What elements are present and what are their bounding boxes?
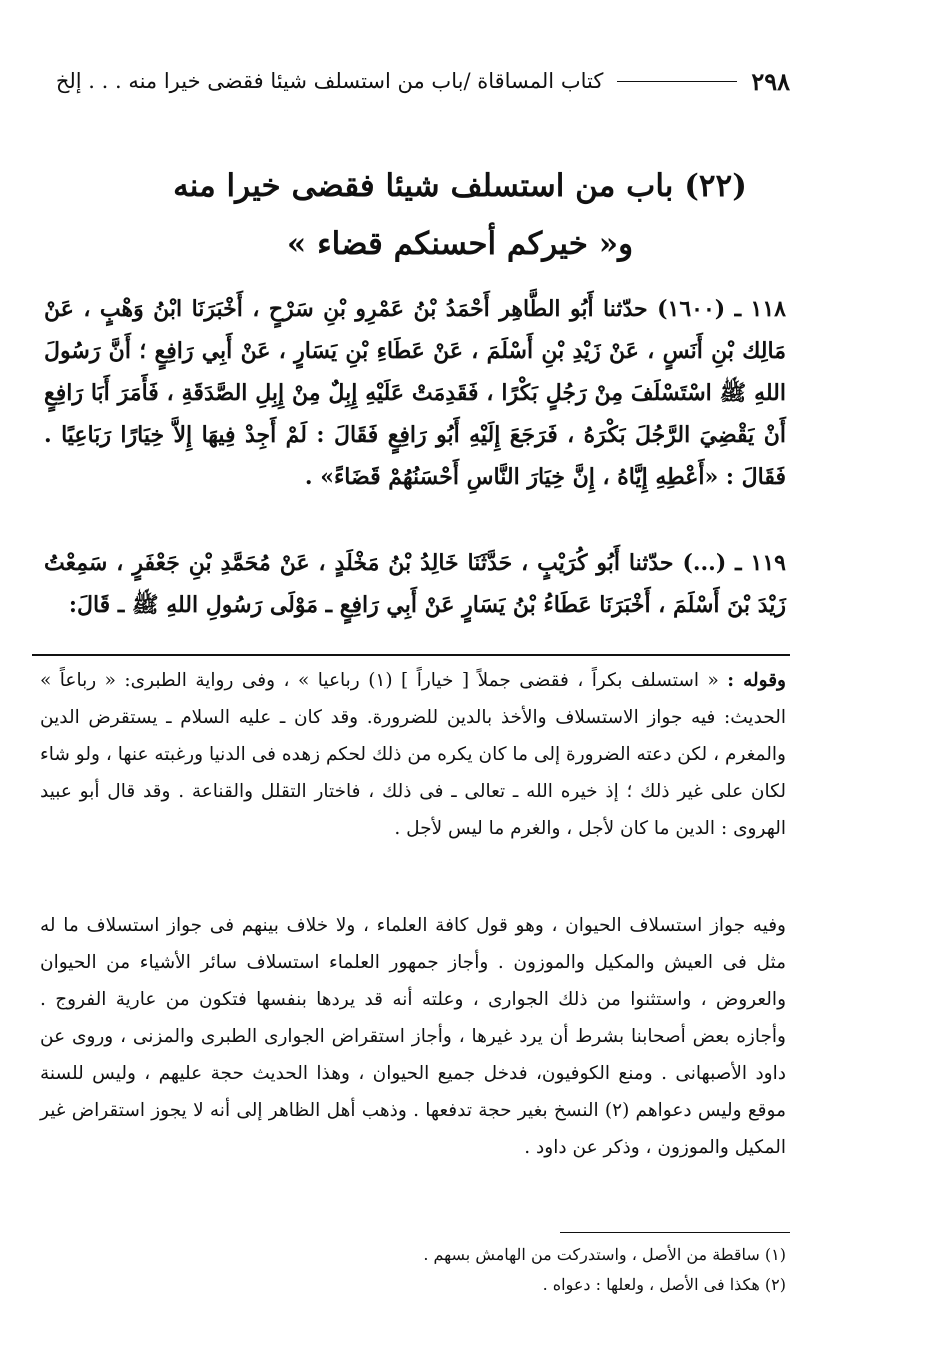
footnote-rule: [560, 1232, 790, 1233]
commentary-paragraph-1: [40, 662, 786, 847]
commentary-text-1: « استسلف بكراً ، فقضى جملاً [ خياراً ] (١) رباعيا » ، وفى رواية الطبرى: « رباعاً » الحديث: فيه جواز الاستسلاف والأخذ بالدين للضرورة. وقد كان ـ عليه السلام ـ يستقرض الدين والمغرم ، لكن دعته الضرورة إلى ما كان يكره من ذلك لحكم زهده فى الدنيا ورغبته عنها ، ولو شاء لكان على غير ذلك ؛ إذ خيره الله ـ تعالى ـ فى ذلك ، فاختار التقلل والقناعة . وقد قال أبو عبيد الهروى : الدين ما كان لأجل ، والغرم ما ليس لأجل .: [40, 670, 786, 839]
running-header: [28, 64, 790, 98]
chapter-subtitle: و« خيركم أحسنكم قضاء »: [286, 226, 634, 262]
chapter-title: (٢٢) باب من استسلف شيئا فقضى خيرا منه: [173, 168, 747, 204]
footnote-1: (١) ساقطة من الأصل ، واستدركت من الهامش بسهم .: [423, 1245, 786, 1264]
hadith-118: ١١٨ ـ (١٦٠٠) حدّثنا أَبُو الطَّاهِر أَحْمَدُ بْنُ عَمْرِو بْنِ سَرْحٍ ، أَخْبَرَنَا ابْنُ وَهْبٍ ، عَنْ مَالِك بْنِ أَنَسٍ ، عَنْ زَيْدِ بْنِ أَسْلَمَ ، عَنْ عَطَاءِ بْنِ يَسَارٍ ، عَنْ أَبِي رَافِعٍ ؛ أَنَّ رَسُولَ اللهِ ﷺ اسْتَسْلَفَ مِنْ رَجُلٍ بَكْرًا ، فَقَدِمَتْ عَلَيْهِ إِبِلٌ مِنْ إِبِلِ الصَّدَقَةِ ، فَأَمَرَ أَبَا رَافِعٍ أَنْ يَقْضِيَ الرَّجُلَ بَكْرَهُ ، فَرَجَعَ إِلَيْهِ أَبُو رَافِعٍ فَقَالَ : لَمْ أَجِدْ فِيهَا إِلاَّ خِيَارًا رَبَاعِيًا . فَقَالَ : «أَعْطِهِ إِيَّاهُ ، إِنَّ خِيَارَ النَّاسِ أَحْسَنُهُمْ قَضَاءً» .: [44, 296, 786, 490]
footnote-2: (٢) هكذا فى الأصل ، ولعلها : دعواه .: [542, 1275, 786, 1294]
header-rule: [617, 81, 737, 82]
commentary-paragraph-2: وفيه جواز استسلاف الحيوان ، وهو قول كافة العلماء ، ولا خلاف بينهم فى جواز استسلاف ما له مثل فى العيش والمكيل والموزون . وأجاز جمهور العلماء استسلاف سائر الأشياء من الحيوان والعروض ، واستثنوا من ذلك الجوارى ، وعلته أنه قد يردها بنفسها فتكون من عارية الفروج . وأجازه بعض أصحابنا بشرط أن يرد غيرها ، وأجاز استقراض الجوارى الطبرى والمزنى ، وروى عن داود الأصبهانى . ومنع الكوفيون، فدخل جميع الحيوان ، وهذا الحديث حجة عليهم ، وليس للسنة موقع وليس دعواهم (٢) النسخ بغير حجة تدفعها . وذهب أهل الظاهر إلى أنه لا يجوز استقراض غير المكيل والموزون ، وذكر عن داود .: [40, 915, 786, 1158]
hadith-119: ١١٩ ـ (...) حدّثنا أَبُو كُرَيْبٍ ، حَدَّثَنَا خَالِدُ بْنُ مَخْلَدٍ ، عَنْ مُحَمَّدِ بْنِ جَعْفَرٍ ، سَمِعْتُ زَيْدَ بْنَ أَسْلَمَ ، أَخْبَرَنَا عَطَاءُ بْنُ يَسَارٍ عَنْ أَبِي رَافِعٍ ـ مَوْلَى رَسُولِ اللهِ ﷺ ـ قَالَ:: [44, 550, 786, 618]
running-title: كتاب المساقاة /باب من استسلف شيئا فقضى خيرا منه . . . إلخ: [55, 69, 604, 93]
text-divider: [32, 654, 790, 656]
footnotes: [40, 1240, 786, 1300]
commentary-lead: وقوله :: [727, 670, 786, 691]
page-number: ٢٩٨: [751, 66, 790, 96]
